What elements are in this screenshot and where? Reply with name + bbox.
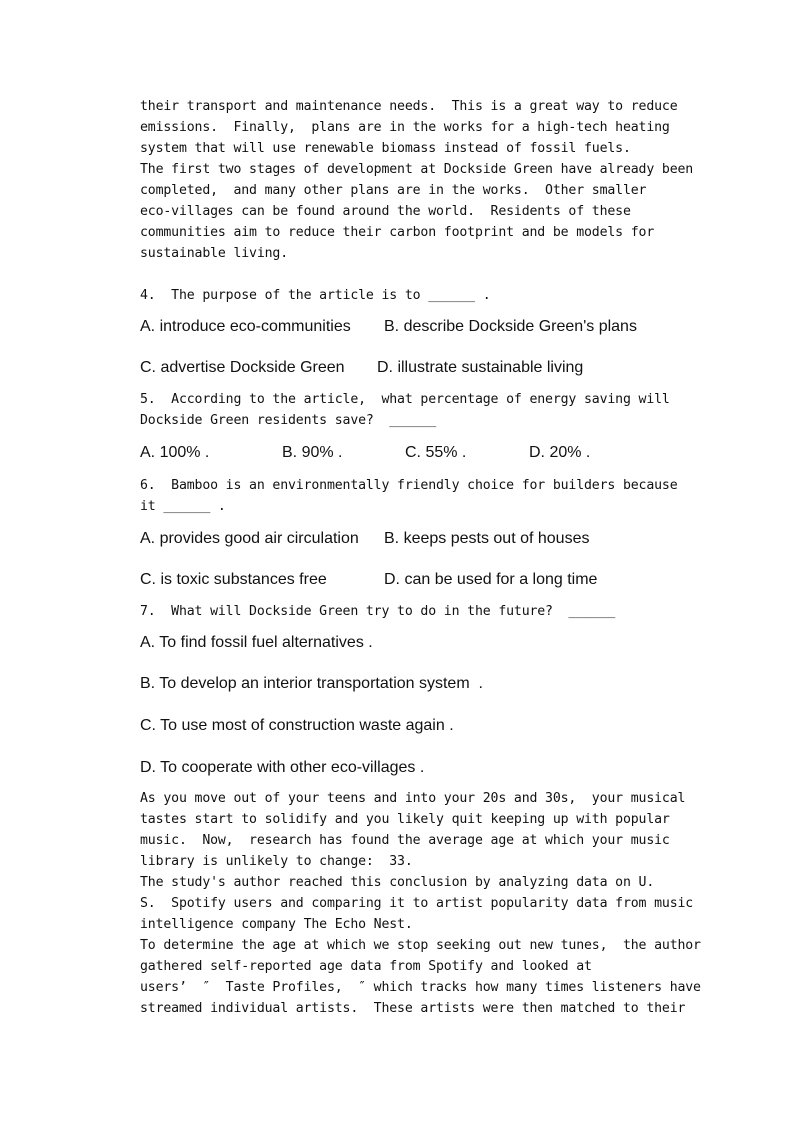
passage2-line-1: As you move out of your teens and into your 20s and 30s, your musical [140, 791, 686, 806]
question-6-stem-line-2: it ______ . [140, 499, 226, 514]
passage1-line-4: The first two stages of development at Dockside Green have already been [140, 162, 694, 177]
question-5-stem-line-1: 5. According to the article, what percentage of energy saving will [140, 392, 670, 407]
passage1-line-1: their transport and maintenance needs. This is a great way to reduce [140, 99, 678, 114]
passage2-line-8: To determine the age at which we stop seeking out new tunes, the author [140, 938, 701, 953]
question-6-option-b: B. keeps pests out of houses [384, 530, 590, 547]
question-4-stem: 4. The purpose of the article is to ______ . [140, 288, 491, 303]
question-4-option-d: D. illustrate sustainable living [377, 359, 584, 376]
question-4-option-c: C. advertise Dockside Green [140, 359, 345, 376]
passage1-line-7: communities aim to reduce their carbon footprint and be models for [140, 225, 655, 240]
passage1-line-6: eco-villages can be found around the world. Residents of these [140, 204, 631, 219]
passage1-line-8: sustainable living. [140, 246, 289, 261]
question-7-option-c: C. To use most of construction waste again . [140, 717, 454, 734]
passage2-line-2: tastes start to solidify and you likely quit keeping up with popular [140, 812, 670, 827]
question-5-option-d: D. 20% . [529, 444, 591, 461]
passage2-line-7: intelligence company The Echo Nest. [140, 917, 413, 932]
question-7-stem: 7. What will Dockside Green try to do in the future? ______ [140, 604, 616, 619]
question-6-stem-line-1: 6. Bamboo is an environmentally friendly choice for builders because [140, 478, 678, 493]
question-6-option-d: D. can be used for a long time [384, 571, 598, 588]
passage2-line-10: users’ ″ Taste Profiles, ″ which tracks how many times listeners have [140, 980, 701, 995]
passage2-line-6: S. Spotify users and comparing it to artist popularity data from music [140, 896, 694, 911]
question-5-option-c: C. 55% . [405, 444, 467, 461]
passage2-line-9: gathered self-reported age data from Spotify and looked at [140, 959, 592, 974]
passage2-line-11: streamed individual artists. These artists were then matched to their [140, 1001, 686, 1016]
question-7-option-a: A. To find fossil fuel alternatives . [140, 634, 373, 651]
passage1-line-2: emissions. Finally, plans are in the works for a high-tech heating [140, 120, 670, 135]
passage1-line-5: completed, and many other plans are in the works. Other smaller [140, 183, 647, 198]
passage2-line-4: library is unlikely to change: 33. [140, 854, 413, 869]
question-4-option-b: B. describe Dockside Green's plans [384, 318, 637, 335]
passage1-line-3: system that will use renewable biomass instead of fossil fuels. [140, 141, 631, 156]
question-7-option-d: D. To cooperate with other eco-villages . [140, 759, 425, 776]
question-5-stem-line-2: Dockside Green residents save? ______ [140, 413, 437, 428]
question-5-option-a: A. 100% . [140, 444, 210, 461]
question-4-option-a: A. introduce eco-communities [140, 318, 351, 335]
question-6-option-c: C. is toxic substances free [140, 571, 327, 588]
question-5-option-b: B. 90% . [282, 444, 343, 461]
question-7-option-b: B. To develop an interior transportation system . [140, 675, 483, 692]
passage2-line-5: The study's author reached this conclusion by analyzing data on U. [140, 875, 655, 890]
passage2-line-3: music. Now, research has found the average age at which your music [140, 833, 670, 848]
question-6-option-a: A. provides good air circulation [140, 530, 359, 547]
